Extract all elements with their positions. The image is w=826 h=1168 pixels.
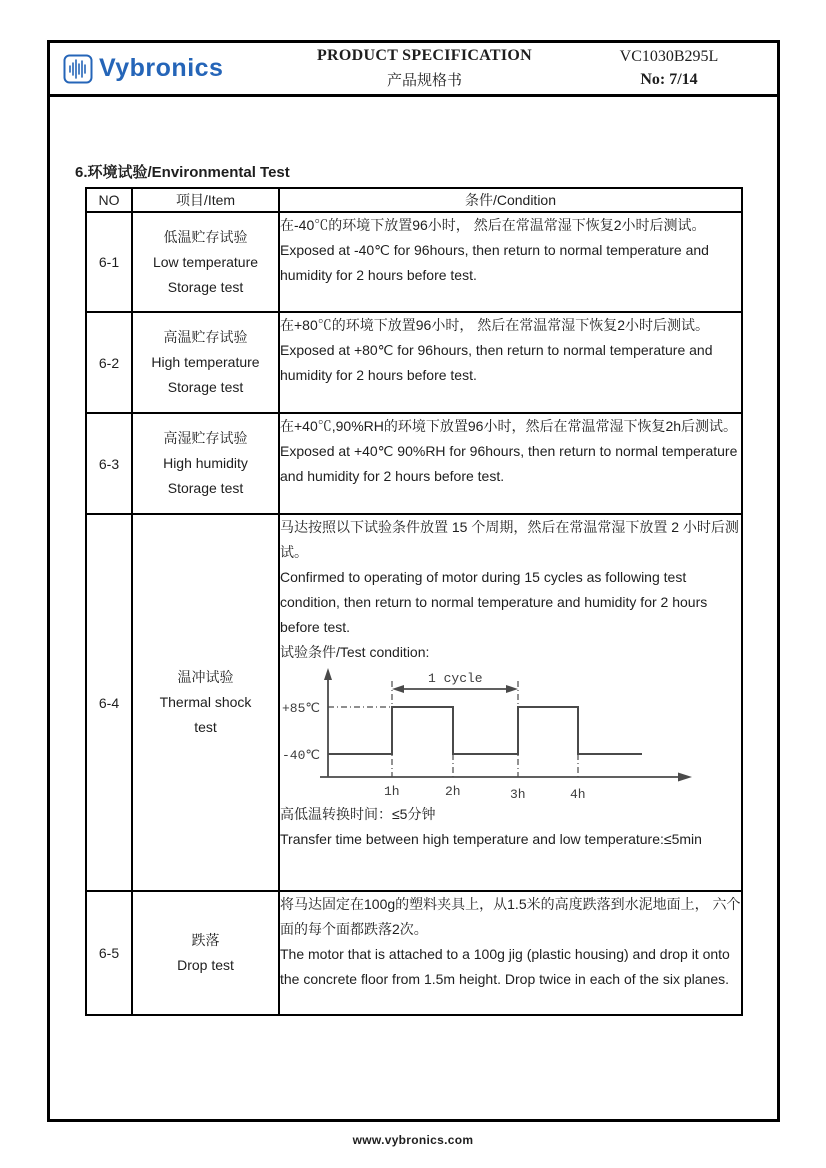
row-no: 6-3: [86, 413, 132, 514]
item-cell: [132, 891, 279, 1015]
vybronics-logo: [50, 53, 282, 85]
table-row-6-3: [86, 413, 742, 514]
column-header-condition: 条件/Condition: [279, 188, 742, 212]
item-line: Storage test: [167, 480, 244, 496]
table-row-6-4: [86, 514, 742, 891]
y-axis-arrow-icon: [324, 668, 332, 680]
condition-paragraph: Exposed at +40℃ 90%RH for 96hours, then return to normal temperature and humidity for 2 hours before test.: [280, 443, 738, 484]
cycle-label: 1 cycle: [428, 671, 483, 686]
column-header-item: 项目/Item: [132, 188, 279, 212]
x-tick-2h: 2h: [445, 784, 461, 799]
item-line: 温冲试验: [177, 669, 234, 685]
condition-paragraph: The motor that is attached to a 100g jig (plastic housing) and drop it onto the concrete floor from 1.5m height. Drop twice in each of the six planes.: [280, 946, 730, 987]
condition-paragraph: Exposed at -40℃ for 96hours, then return to normal temperature and humidity for 2 hours before test.: [280, 242, 709, 283]
table-header-row: [86, 188, 742, 212]
condition-paragraph: 在-40℃的环境下放置96小时， 然后在常温常湿下恢复2小时后测试。: [280, 217, 706, 233]
document-title-zh: 产品规格书: [386, 72, 462, 89]
item-cell: [132, 514, 279, 891]
row-no: 6-4: [86, 514, 132, 891]
x-axis-arrow-icon: [678, 773, 692, 782]
item-line: test: [194, 719, 217, 735]
table-row-6-1: [86, 212, 742, 312]
condition-paragraph: 高低温转换时间：≤5分钟: [280, 806, 436, 822]
thermal-shock-diagram: [280, 667, 710, 802]
document-header: [50, 43, 777, 97]
environmental-test-table: [85, 187, 743, 1016]
condition-paragraph: 在+80℃的环境下放置96小时， 然后在常温常湿下恢复2小时后测试。: [280, 317, 709, 333]
condition-cell: [279, 212, 742, 312]
vybronics-logo-text: Vybronics: [99, 54, 224, 82]
condition-cell: [279, 891, 742, 1015]
header-model-block: [567, 48, 777, 89]
item-cell: [132, 212, 279, 312]
row-no: 6-2: [86, 312, 132, 413]
header-title-block: [282, 47, 567, 90]
item-cell: [132, 312, 279, 413]
column-header-no: NO: [86, 188, 132, 212]
vybronics-logo-icon: [62, 53, 94, 85]
document-title-en: PRODUCT SPECIFICATION: [316, 47, 533, 64]
condition-cell: [279, 514, 742, 891]
page-frame: [47, 40, 780, 1122]
table-row-6-5: [86, 891, 742, 1015]
item-line: High humidity: [163, 455, 248, 471]
item-line: Drop test: [177, 957, 234, 973]
condition-cell: [279, 312, 742, 413]
item-line: High temperature: [151, 354, 260, 370]
high-temp-label: +85℃: [282, 701, 321, 716]
item-line: 跌落: [191, 932, 220, 948]
low-temp-label: -40℃: [282, 748, 321, 763]
table-row-6-2: [86, 312, 742, 413]
x-tick-1h: 1h: [384, 784, 400, 799]
condition-paragraph: Transfer time between high temperature and low temperature:≤5min: [280, 831, 702, 847]
footer-url: www.vybronics.com: [352, 1133, 474, 1147]
condition-cell: [279, 413, 742, 514]
page-number: No: 7/14: [640, 71, 698, 88]
condition-paragraph: 将马达固定在100g的塑料夹具上，从1.5米的高度跌落到水泥地面上， 六个面的每个面都跌落2次。: [280, 896, 741, 937]
condition-paragraph: Exposed at +80℃ for 96hours, then return to normal temperature and humidity for 2 hours before test.: [280, 342, 713, 383]
condition-paragraph: 试验条件/Test condition:: [280, 644, 430, 660]
item-line: Thermal shock: [159, 694, 252, 710]
item-line: Storage test: [167, 379, 244, 395]
x-tick-3h: 3h: [510, 787, 526, 802]
section-title: 6.环境试验/Environmental Test: [75, 164, 290, 181]
cycle-arrow-left-icon: [392, 685, 404, 693]
condition-paragraph: 在+40℃,90%RH的环境下放置96小时，然后在常温常湿下恢复2h后测试。: [280, 418, 738, 434]
cycle-arrow-right-icon: [506, 685, 518, 693]
x-tick-4h: 4h: [570, 787, 586, 802]
condition-paragraph: Confirmed to operating of motor during 15 cycles as following test condition, then return to normal temperature and humidity for 2 hours before test.: [280, 569, 708, 635]
item-line: 高温贮存试验: [163, 329, 248, 345]
item-line: Storage test: [167, 278, 244, 295]
temperature-waveform: [328, 707, 642, 754]
model-number: VC1030B295L: [619, 48, 719, 65]
item-line: Low temperature: [152, 253, 259, 270]
row-no: 6-1: [86, 212, 132, 312]
row-no: 6-5: [86, 891, 132, 1015]
condition-paragraph: 马达按照以下试验条件放置 15 个周期，然后在常温常湿下放置 2 小时后测试。: [280, 519, 739, 560]
item-line: 低温贮存试验: [163, 228, 248, 245]
item-cell: [132, 413, 279, 514]
item-line: 高湿贮存试验: [163, 430, 248, 446]
